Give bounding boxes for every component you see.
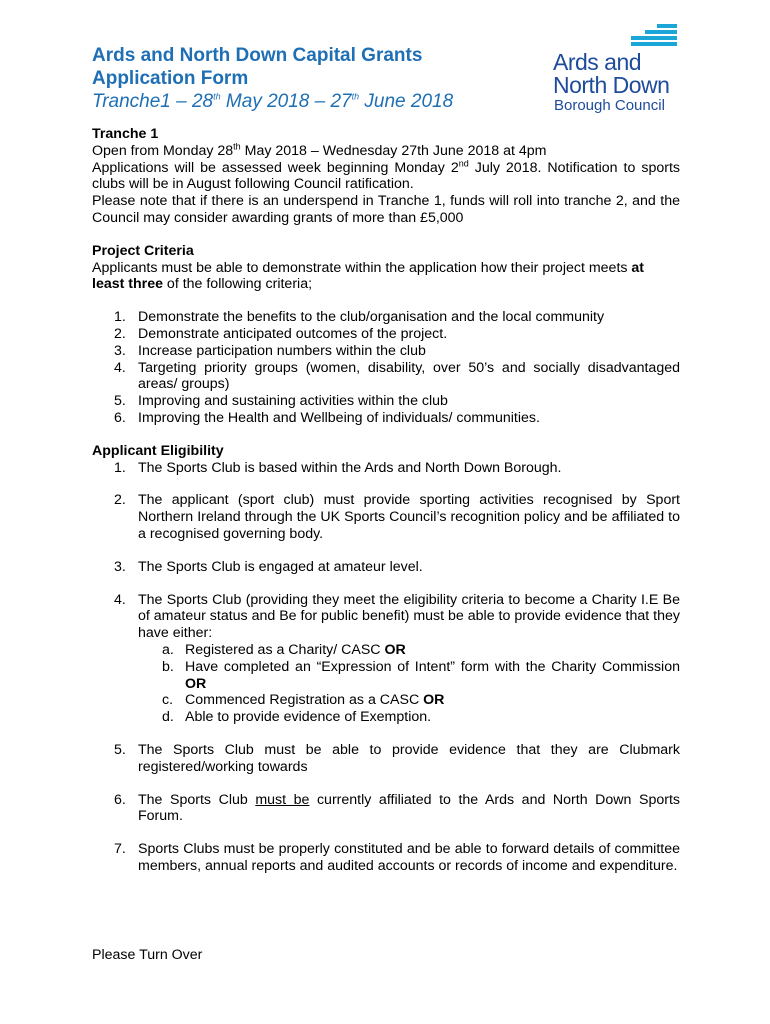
eligibility-item-underline: must be <box>255 791 310 808</box>
eligibility-item-number: 7. <box>114 841 126 858</box>
logo-line-2: North Down <box>553 72 670 98</box>
eligibility-item <box>92 792 680 826</box>
criteria-item <box>92 360 680 394</box>
eligibility-sub-list <box>138 642 680 726</box>
sub-item-text: Able to provide evidence of Exemption. <box>185 709 432 726</box>
eligibility-item-number: 2. <box>114 492 126 509</box>
eligibility-item-text: The Sports Club <box>138 791 256 808</box>
sub-item-letter: d. <box>162 709 174 726</box>
criteria-intro <box>92 260 680 294</box>
criteria-heading: Project Criteria <box>92 242 194 259</box>
eligibility-sub-item <box>138 709 680 726</box>
criteria-item <box>92 393 680 410</box>
criteria-item <box>92 343 680 360</box>
eligibility-sub-item <box>138 692 680 709</box>
council-logo <box>553 24 693 114</box>
tranche-prefix: Tranche1 – 28 <box>92 91 214 112</box>
sub-item-or: OR <box>423 692 445 709</box>
sub-item-letter: c. <box>162 692 174 709</box>
sub-item-text: Registered as a Charity/ CASC <box>185 641 385 658</box>
assess-sup: nd <box>458 157 469 168</box>
criteria-intro-bold: at least three <box>92 259 645 293</box>
criteria-item <box>92 326 680 343</box>
eligibility-item-text: Sports Clubs must be properly constituted and be able to forward details of committee members, annual reports and audited accounts or records of income and expenditure. <box>138 841 680 874</box>
eligibility-sub-item <box>138 659 680 693</box>
eligibility-item-text: The Sports Club is engaged at amateur level. <box>138 558 423 575</box>
open-suffix: May 2018 – Wednesday 27th June 2018 at 4pm <box>240 142 547 159</box>
criteria-intro-suffix: of the following criteria; <box>162 276 313 293</box>
criteria-item-number: 1. <box>114 309 126 326</box>
logo-stripe-4 <box>631 42 677 46</box>
tranche-sup-2: th <box>351 91 360 102</box>
tranche-subtitle <box>92 90 453 113</box>
tranche-sup-1: th <box>213 91 221 102</box>
eligibility-item-text: The applicant (sport club) must provide sporting activities recognised by Sport Northern Ireland through the UK Sports Council’s recognition policy and be affiliated to a recognised governing body. <box>138 492 680 542</box>
eligibility-item-text-suffix: currently affiliated to the Ards and North Down Sports Forum. <box>138 791 681 825</box>
sub-item-text: Have completed an “Expression of Intent” form with the Charity Commission <box>185 658 680 675</box>
document-body <box>92 126 680 891</box>
assess-suffix: July 2018. Notification to sports clubs will be in August following Council ratification. <box>92 159 680 193</box>
criteria-item-text: Improving and sustaining activities within the club <box>138 393 448 410</box>
open-sup: th <box>233 141 241 152</box>
please-turn-over: Please Turn Over <box>92 947 203 963</box>
eligibility-item-number: 1. <box>114 459 126 476</box>
criteria-item-text: Targeting priority groups (women, disability, over 50’s and socially disadvantaged areas/ groups) <box>138 359 680 393</box>
open-prefix: Open from Monday 28 <box>92 142 234 159</box>
logo-stripe-2 <box>645 30 677 34</box>
eligibility-heading: Applicant Eligibility <box>92 442 224 459</box>
sub-item-letter: a. <box>162 641 174 658</box>
eligibility-item-number: 6. <box>114 791 126 808</box>
eligibility-item <box>92 592 680 726</box>
eligibility-list <box>92 460 680 875</box>
tranche-mid: May 2018 – 27 <box>220 91 352 112</box>
document-title <box>92 44 453 113</box>
tranche-suffix: June 2018 <box>359 91 454 112</box>
logo-line-1: Ards and <box>553 49 642 75</box>
sub-item-text: Commenced Registration as a CASC <box>185 692 424 709</box>
criteria-item-text: Demonstrate anticipated outcomes of the project. <box>138 325 448 342</box>
logo-line-3: Borough Council <box>554 97 665 114</box>
criteria-item-number: 4. <box>114 359 126 376</box>
assess-prefix: Applications will be assessed week beginning Monday 2 <box>92 159 459 176</box>
title-line-1: Ards and North Down Capital Grants <box>92 45 423 66</box>
eligibility-item <box>92 492 680 542</box>
tranche-heading: Tranche 1 <box>92 126 159 142</box>
criteria-item-text: Increase participation numbers within the club <box>138 342 426 359</box>
sub-item-or: OR <box>185 675 207 692</box>
eligibility-item-text: The Sports Club must be able to provide evidence that they are Clubmark registered/working towards <box>138 741 680 775</box>
eligibility-item-number: 4. <box>114 591 126 608</box>
sub-item-or: OR <box>384 641 406 658</box>
eligibility-sub-item <box>138 642 680 659</box>
criteria-list <box>92 309 680 427</box>
eligibility-item <box>92 460 680 477</box>
criteria-item <box>92 309 680 326</box>
criteria-item-text: Demonstrate the benefits to the club/organisation and the local community <box>138 309 605 326</box>
logo-stripe-1 <box>657 24 677 28</box>
eligibility-item-text: The Sports Club (providing they meet the eligibility criteria to become a Charity I.E Be of amateur status and Be for public benefit) must be able to provide evidence that they have either: <box>138 591 680 642</box>
criteria-item-number: 2. <box>114 325 126 342</box>
criteria-item <box>92 410 680 427</box>
eligibility-item-number: 5. <box>114 741 126 758</box>
sub-item-letter: b. <box>162 658 174 675</box>
title-line-2: Application Form <box>92 68 249 89</box>
tranche-note: Please note that if there is an underspend in Tranche 1, funds will roll into tranche 2, and the Council may consider awarding grants of more than £5,000 <box>92 193 680 226</box>
eligibility-item <box>92 559 680 576</box>
criteria-item-number: 5. <box>114 393 126 410</box>
eligibility-item-text: The Sports Club is based within the Ards and North Down Borough. <box>138 459 562 476</box>
criteria-intro-prefix: Applicants must be able to demonstrate within the application how their project meets <box>92 259 632 276</box>
eligibility-item-number: 3. <box>114 558 126 575</box>
eligibility-item <box>92 742 680 776</box>
eligibility-item <box>92 841 680 875</box>
criteria-item-number: 3. <box>114 342 126 359</box>
criteria-item-text: Improving the Health and Wellbeing of individuals/ communities. <box>138 409 540 426</box>
tranche-assessment <box>92 157 680 194</box>
logo-stripe-3 <box>631 36 677 40</box>
tranche-open-dates <box>92 143 680 160</box>
criteria-item-number: 6. <box>114 409 126 426</box>
